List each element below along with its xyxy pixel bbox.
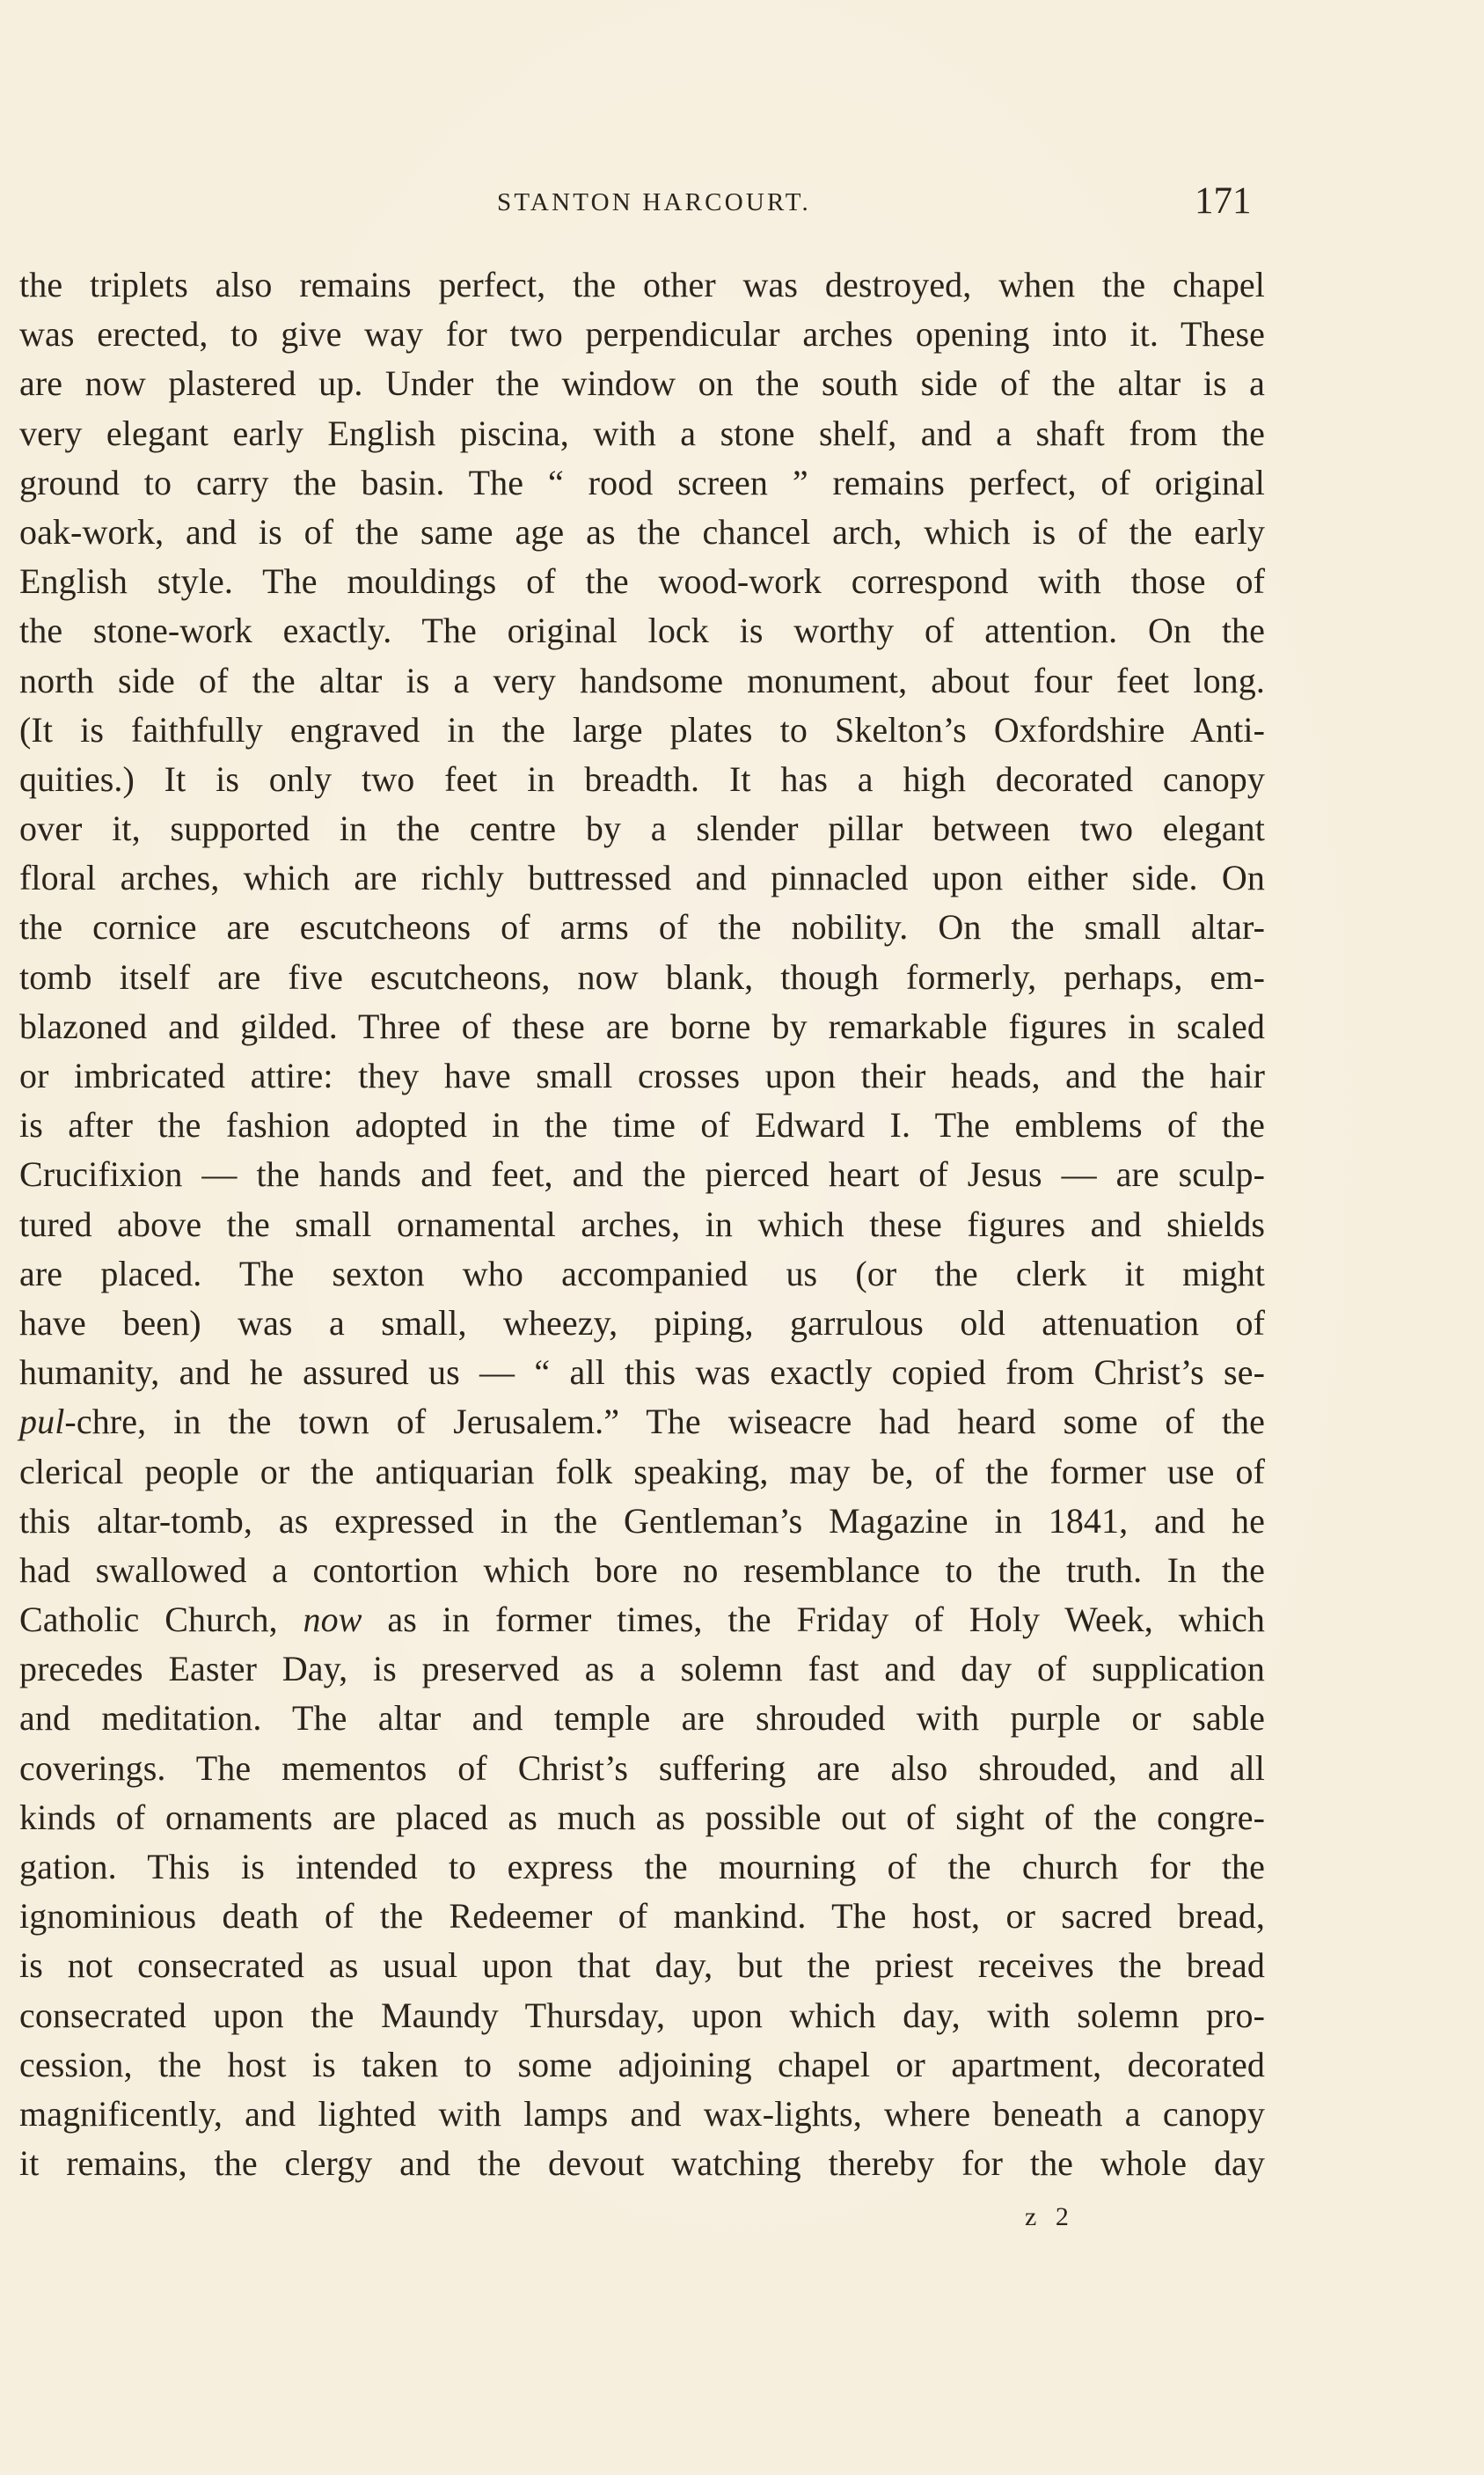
text-line: have been) was a small, wheezy, piping, garrulous old attenuation of xyxy=(19,1302,1265,1343)
text-line: gation. This is intended to express the mourning of the church for the xyxy=(19,1847,1265,1886)
text-line: this altar-tomb, as expressed in the Gentleman’s Magazine in 1841, and he xyxy=(19,1500,1265,1541)
text-line: magnificently, and lighted with lamps and wax-lights, where beneath a canopy xyxy=(19,2093,1265,2134)
text-line: blazoned and gilded. Three of these are borne by remarkable figures in scaled xyxy=(19,1006,1265,1046)
text-line: and meditation. The altar and temple are shrouded with purple or sable xyxy=(19,1698,1265,1739)
text-line: kinds of ornaments are placed as much as possible out of sight of the congre- xyxy=(19,1797,1265,1837)
italic-text: now xyxy=(303,1600,362,1640)
text-line: precedes Easter Day, is preserved as a solemn fast and day of supplication xyxy=(19,1649,1265,1689)
text-line: coverings. The mementos of Christ’s suffering are also shrouded, and all xyxy=(19,1747,1265,1788)
text-segment: -chre, in the town of Jerusalem.” The wiseacre had heard some of the xyxy=(64,1402,1265,1442)
text-line: Crucifixion — the hands and feet, and the pierced heart of Jesus — are sculp- xyxy=(19,1154,1265,1195)
text-line: the cornice are escutcheons of arms of the nobility. On the small altar- xyxy=(19,907,1265,948)
text-line: had swallowed a contortion which bore no resemblance to the truth. In the xyxy=(19,1549,1265,1590)
text-line: are placed. The sexton who accompanied us (or the clerk it might xyxy=(19,1253,1265,1293)
text-line: English style. The mouldings of the wood-work correspond with those of xyxy=(19,561,1265,602)
text-line: (It is faithfully engraved in the large plates to Skelton’s Oxfordshire Anti- xyxy=(19,709,1265,750)
text-line: the stone-work exactly. The original lock is worthy of attention. On the xyxy=(19,611,1265,651)
text-line: is not consecrated as usual upon that day, but the priest receives the bread xyxy=(19,1945,1265,1986)
running-title: STANTON HARCOURT. xyxy=(497,188,812,216)
body-text xyxy=(19,260,1265,2188)
text-line: quities.) It is only two feet in breadth. It has a high decorated canopy xyxy=(19,758,1265,799)
text-line: oak-work, and is of the same age as the chancel arch, which is of the early xyxy=(19,511,1265,552)
text-line: clerical people or the antiquarian folk speaking, may be, of the former use of xyxy=(19,1451,1265,1491)
text-line xyxy=(19,1595,1265,1644)
text-line: consecrated upon the Maundy Thursday, upon which day, with solemn pro- xyxy=(19,1995,1265,2035)
text-line: floral arches, which are richly buttressed and pinnacled upon either side. On xyxy=(19,858,1265,898)
text-line: very elegant early English piscina, with a stone shelf, and a shaft from the xyxy=(19,413,1265,453)
page-number: 171 xyxy=(1195,180,1252,222)
text-line xyxy=(19,1397,1265,1446)
text-line: humanity, and he assured us — “ all this was exactly copied from Christ’s se- xyxy=(19,1352,1265,1393)
text-line: or imbricated attire: they have small crosses upon their heads, and the hair xyxy=(19,1056,1265,1095)
text-line: ground to carry the basin. The “ rood screen ” remains perfect, of original xyxy=(19,462,1265,502)
text-line: tomb itself are five escutcheons, now blank, though formerly, perhaps, em- xyxy=(19,956,1265,997)
text-segment: Catholic Church, xyxy=(19,1600,303,1640)
italic-text: pul xyxy=(19,1402,65,1442)
text-line: are now plastered up. Under the window on the south side of the altar is a xyxy=(19,363,1265,404)
text-line: the triplets also remains perfect, the other was destroyed, when the chapel xyxy=(19,265,1265,304)
text-line: north side of the altar is a very handsome monument, about four feet long. xyxy=(19,660,1265,700)
text-line: it remains, the clergy and the devout watching thereby for the whole day xyxy=(19,2143,1265,2184)
running-head xyxy=(0,180,1484,238)
text-line: tured above the small ornamental arches, in which these figures and shields xyxy=(19,1204,1265,1244)
signature-mark: z 2 xyxy=(1025,2202,1075,2231)
text-line: cession, the host is taken to some adjoining chapel or apartment, decorated xyxy=(19,2044,1265,2084)
text-segment: as in former times, the Friday of Holy Week, which xyxy=(362,1600,1265,1640)
text-line: ignominious death of the Redeemer of mankind. The host, or sacred bread, xyxy=(19,1896,1265,1937)
text-line: over it, supported in the centre by a slender pillar between two elegant xyxy=(19,809,1265,849)
text-line: is after the fashion adopted in the time of Edward I. The emblems of the xyxy=(19,1105,1265,1146)
text-line: was erected, to give way for two perpendicular arches opening into it. These xyxy=(19,314,1265,355)
